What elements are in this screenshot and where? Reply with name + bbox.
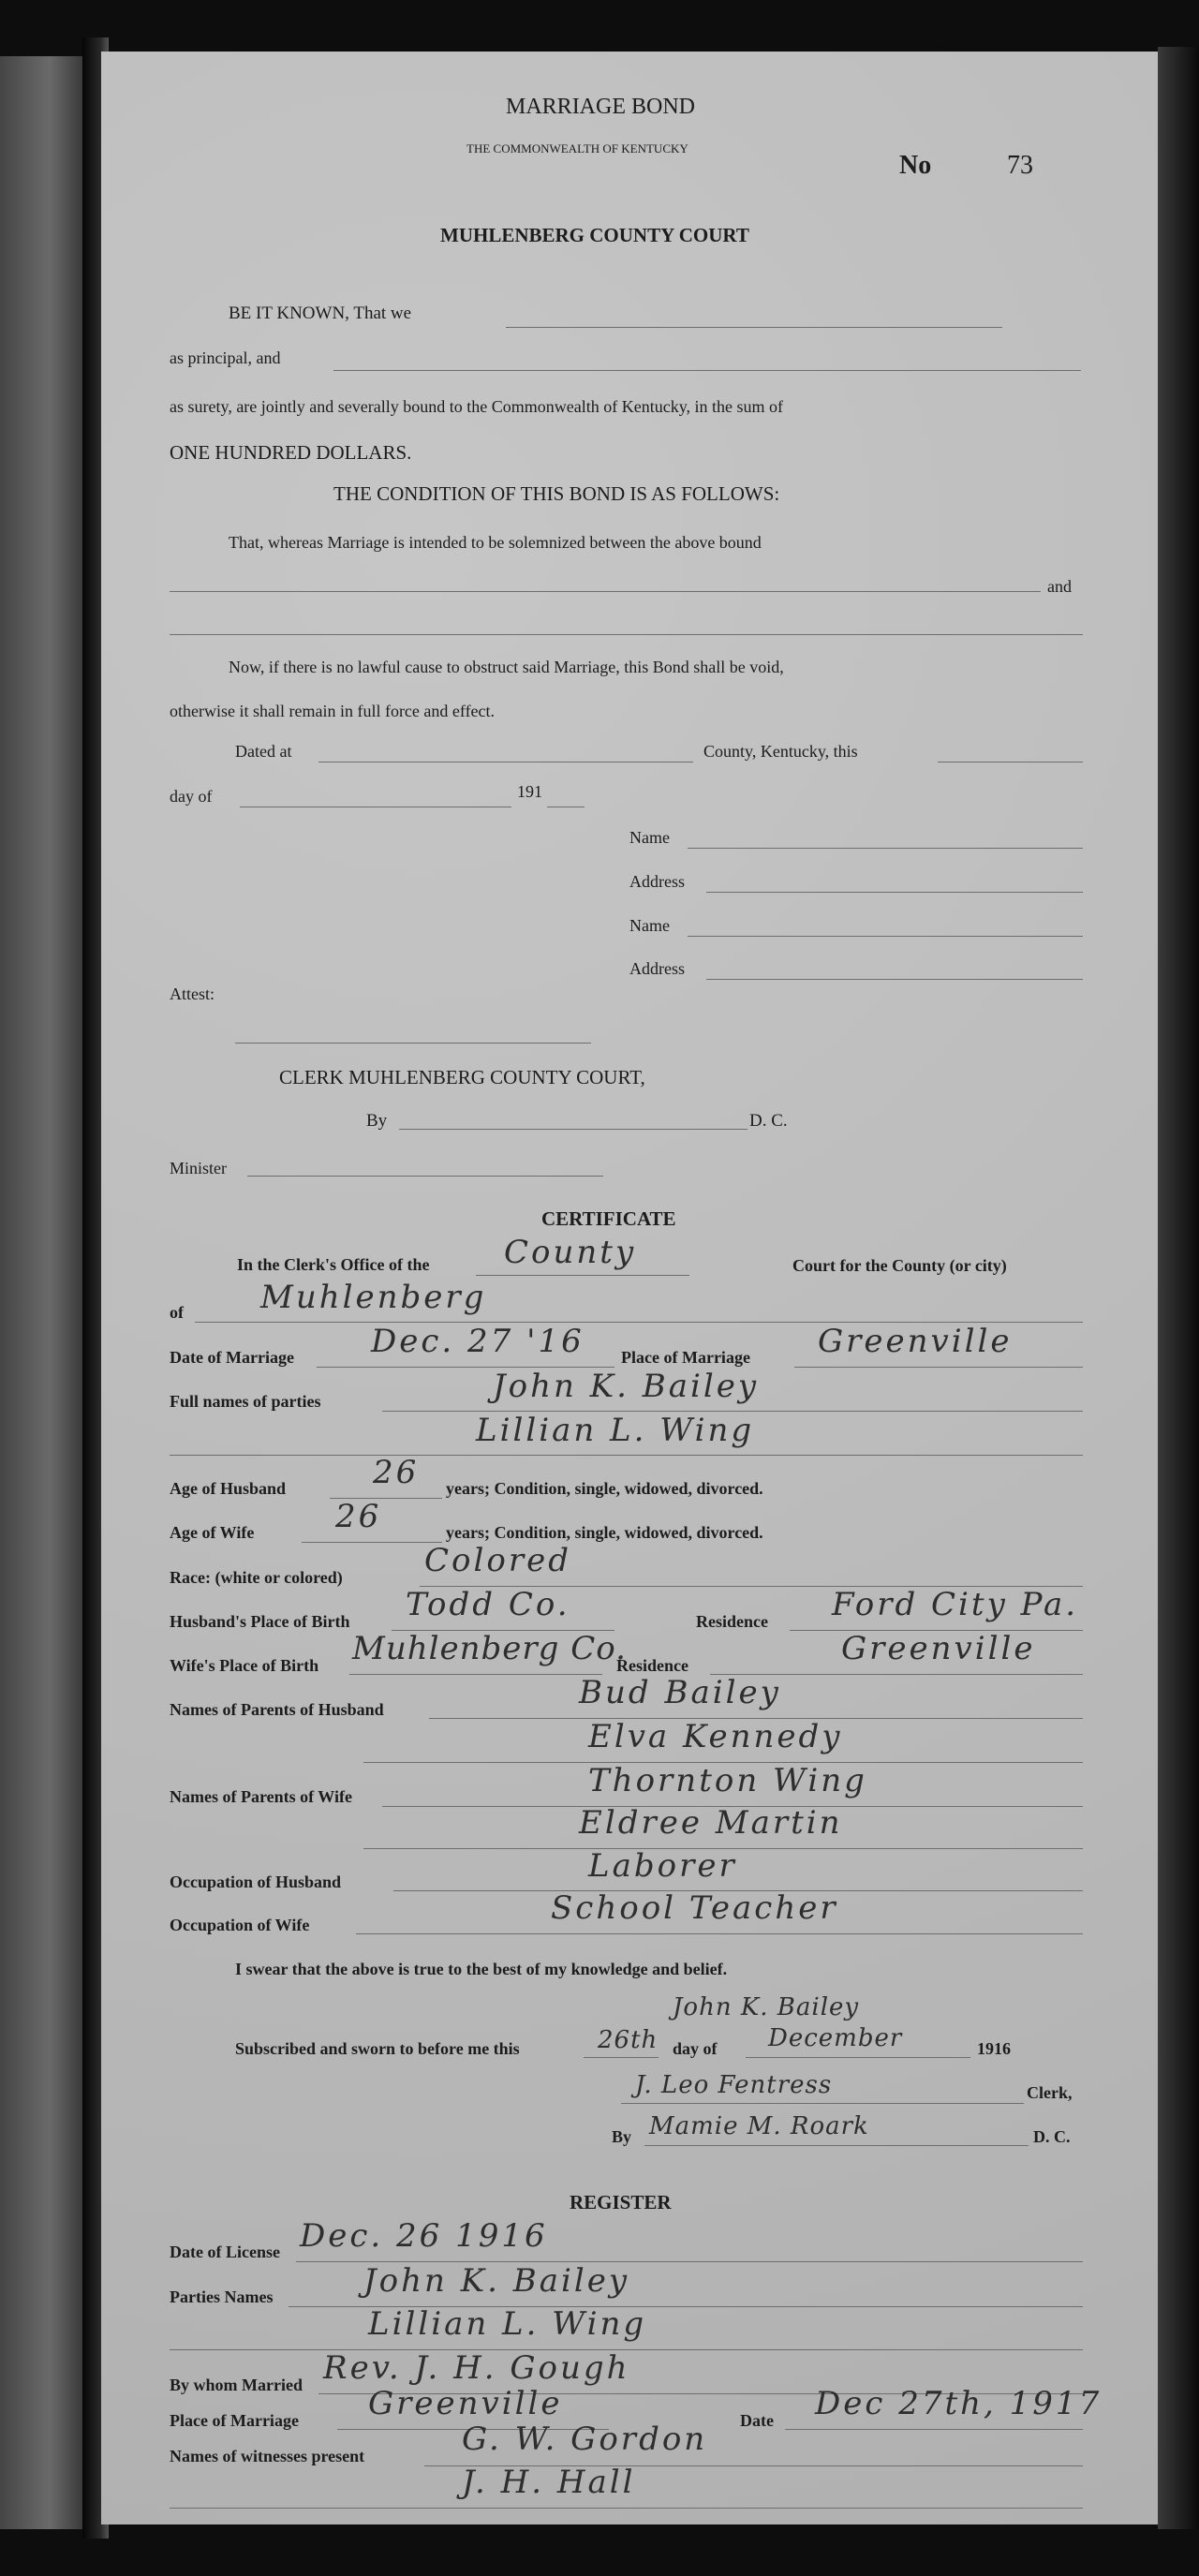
husband-birth-label: Husband's Place of Birth [170,1612,350,1631]
place-of-marriage-label: Place of Marriage [621,1348,750,1367]
wife-residence-value: Greenville [841,1630,1036,1667]
now-if-text: Now, if there is no lawful cause to obstruct said Marriage, this Bond shall be void, [229,658,784,676]
day-of-label: day of [170,787,213,806]
whereas-text: That, whereas Marriage is intended to be solemnized between the above bound [229,533,762,552]
parents-wife-label: Names of Parents of Wife [170,1787,352,1806]
clerk-signature-line [621,2103,1024,2104]
adjacent-page-strip [0,56,82,2529]
occupation-wife-value: School Teacher [551,1889,838,1927]
year-prefix: 191 [517,782,542,801]
principal-text: as principal, and [170,348,281,367]
full-names-label: Full names of parties [170,1392,321,1411]
court-for-text: Court for the County (or city) [792,1256,1007,1275]
occupation-wife-label: Occupation of Wife [170,1916,310,1934]
register-date-label: Date [740,2411,774,2430]
race-value: Colored [424,1542,571,1579]
register-date-line [785,2429,1083,2430]
age-husband-value: 26 [373,1454,420,1491]
party-line-1 [170,591,1041,592]
married-by-label: By whom Married [170,2376,303,2394]
name-label-1: Name [629,828,670,847]
clerk-heading: CLERK MUHLENBERG COUNTY COURT, [279,1066,645,1088]
husband-birth-value: Todd Co. [406,1586,570,1623]
court-heading: MUHLENBERG COUNTY COURT [440,224,749,246]
parties-names-label: Parties Names [170,2287,274,2306]
parents-wife-2: Eldree Martin [579,1804,843,1842]
occupation-husband-value: Laborer [588,1847,737,1885]
party-name-1: John K. Bailey [493,1368,760,1405]
minister-line [247,1176,603,1177]
by-label: By [366,1111,388,1131]
witnesses-label: Names of witnesses present [170,2447,365,2465]
of-label: of [170,1303,184,1322]
address-line-1 [706,892,1083,893]
wife-birth-line [349,1674,602,1675]
wife-birth-value: Muhlenberg Co. [352,1630,627,1667]
sworn-day-value: 26th [598,2026,659,2054]
place-of-marriage-value: Greenville [818,1323,1013,1360]
document-subtitle: THE COMMONWEALTH OF KENTUCKY [466,141,688,155]
address-label-1: Address [629,872,685,891]
register-place-label: Place of Marriage [170,2411,299,2430]
witnesses-line-2 [170,2508,1083,2509]
sworn-year-value: 1916 [977,2039,1011,2058]
clerks-office-label: In the Clerk's Office of the [237,1255,430,1274]
date-of-marriage-label: Date of Marriage [170,1348,294,1367]
condition-text-wife: years; Condition, single, widowed, divorced. [446,1523,763,1542]
parents-husband-label: Names of Parents of Husband [170,1700,384,1719]
subscribed-text: Subscribed and sworn to before me this [235,2039,520,2058]
surety-text: as surety, are jointly and severally bound to the Commonwealth of Kentucky, in the sum of [170,397,784,416]
witness-name-2: J. H. Hall [462,2464,636,2501]
dc-signature: Mamie M. Roark [649,2112,869,2140]
clerk-signature: J. Leo Fentress [635,2071,833,2099]
register-place-value: Greenville [368,2385,563,2422]
minister-label: Minister [170,1159,227,1177]
husband-residence-value: Ford City Pa. [832,1586,1079,1623]
swear-signature: John K. Bailey [673,1993,860,2021]
parents-wife-1: Thornton Wing [588,1762,867,1799]
occupation-husband-label: Occupation of Husband [170,1873,342,1891]
sworn-day-of-label: day of [673,2039,718,2058]
sworn-month-value: December [768,2024,903,2052]
date-of-marriage-value: Dec. 27 '16 [371,1323,585,1360]
parents-husband-1: Bud Bailey [579,1674,781,1711]
parents-husband-2: Elva Kennedy [588,1718,843,1755]
occupation-wife-line [356,1933,1083,1934]
license-date-value: Dec. 26 1916 [300,2217,548,2255]
and-text: and [1047,577,1072,596]
sworn-day-line [584,2057,659,2058]
register-date-value: Dec 27th, 1917 [815,2385,1103,2422]
clerks-office-value: County [504,1234,637,1271]
by-dc-line [644,2145,1029,2146]
county-name-value: Muhlenberg [260,1279,487,1316]
certificate-heading: CERTIFICATE [541,1207,676,1230]
amount-text: ONE HUNDRED DOLLARS. [170,441,412,464]
otherwise-text: otherwise it shall remain in full force and effect. [170,702,496,720]
attest-line [235,1043,591,1044]
witness-name-1: G. W. Gordon [462,2421,708,2458]
license-date-label: Date of License [170,2243,280,2261]
swear-text: I swear that the above is true to the best of my knowledge and belief. [235,1960,728,1978]
dated-at-label: Dated at [235,742,292,761]
be-it-known-text: BE IT KNOWN, That we [229,303,412,323]
condition-heading: THE CONDITION OF THIS BOND IS AS FOLLOWS: [333,482,780,505]
address-label-2: Address [629,959,685,978]
register-heading: REGISTER [570,2191,672,2213]
dc-label-certificate: D. C. [1033,2127,1071,2146]
address-line-2 [706,979,1083,980]
wife-birth-label: Wife's Place of Birth [170,1656,319,1675]
by-dc-label: By [612,2127,632,2146]
name-line-1 [688,848,1083,849]
age-wife-value: 26 [335,1498,382,1535]
place-of-marriage-line [794,1367,1083,1368]
clerks-office-line [476,1275,689,1276]
sworn-month-line [746,2057,970,2058]
age-wife-line [302,1542,442,1543]
by-line [399,1129,748,1130]
register-party-1: John K. Bailey [363,2262,630,2300]
clerk-label: Clerk, [1027,2083,1073,2102]
marriage-bond-document [101,52,1158,2524]
dc-label: D. C. [749,1111,788,1131]
number-label: No [899,151,932,180]
name-label-2: Name [629,916,670,935]
age-wife-label: Age of Wife [170,1523,255,1542]
race-label: Race: (white or colored) [170,1568,343,1587]
number-value: 73 [1007,151,1033,180]
age-husband-label: Age of Husband [170,1479,287,1498]
party-line-2 [170,634,1083,635]
wife-residence-label: Residence [616,1656,688,1675]
surety-name-line [333,370,1081,371]
party-name-2: Lillian L. Wing [476,1412,755,1449]
page-edge [1158,47,1199,2529]
condition-text-husband: years; Condition, single, widowed, divorced. [446,1479,763,1498]
husband-residence-label: Residence [696,1612,768,1631]
document-title: MARRIAGE BOND [506,95,696,119]
register-party-2: Lillian L. Wing [368,2305,647,2343]
full-names-line-2 [170,1455,1083,1456]
attest-label: Attest: [170,985,215,1003]
name-line-2 [688,936,1083,937]
principal-line [506,327,1002,328]
county-kentucky-text: County, Kentucky, this [703,742,858,761]
married-by-value: Rev. J. H. Gough [323,2349,630,2387]
